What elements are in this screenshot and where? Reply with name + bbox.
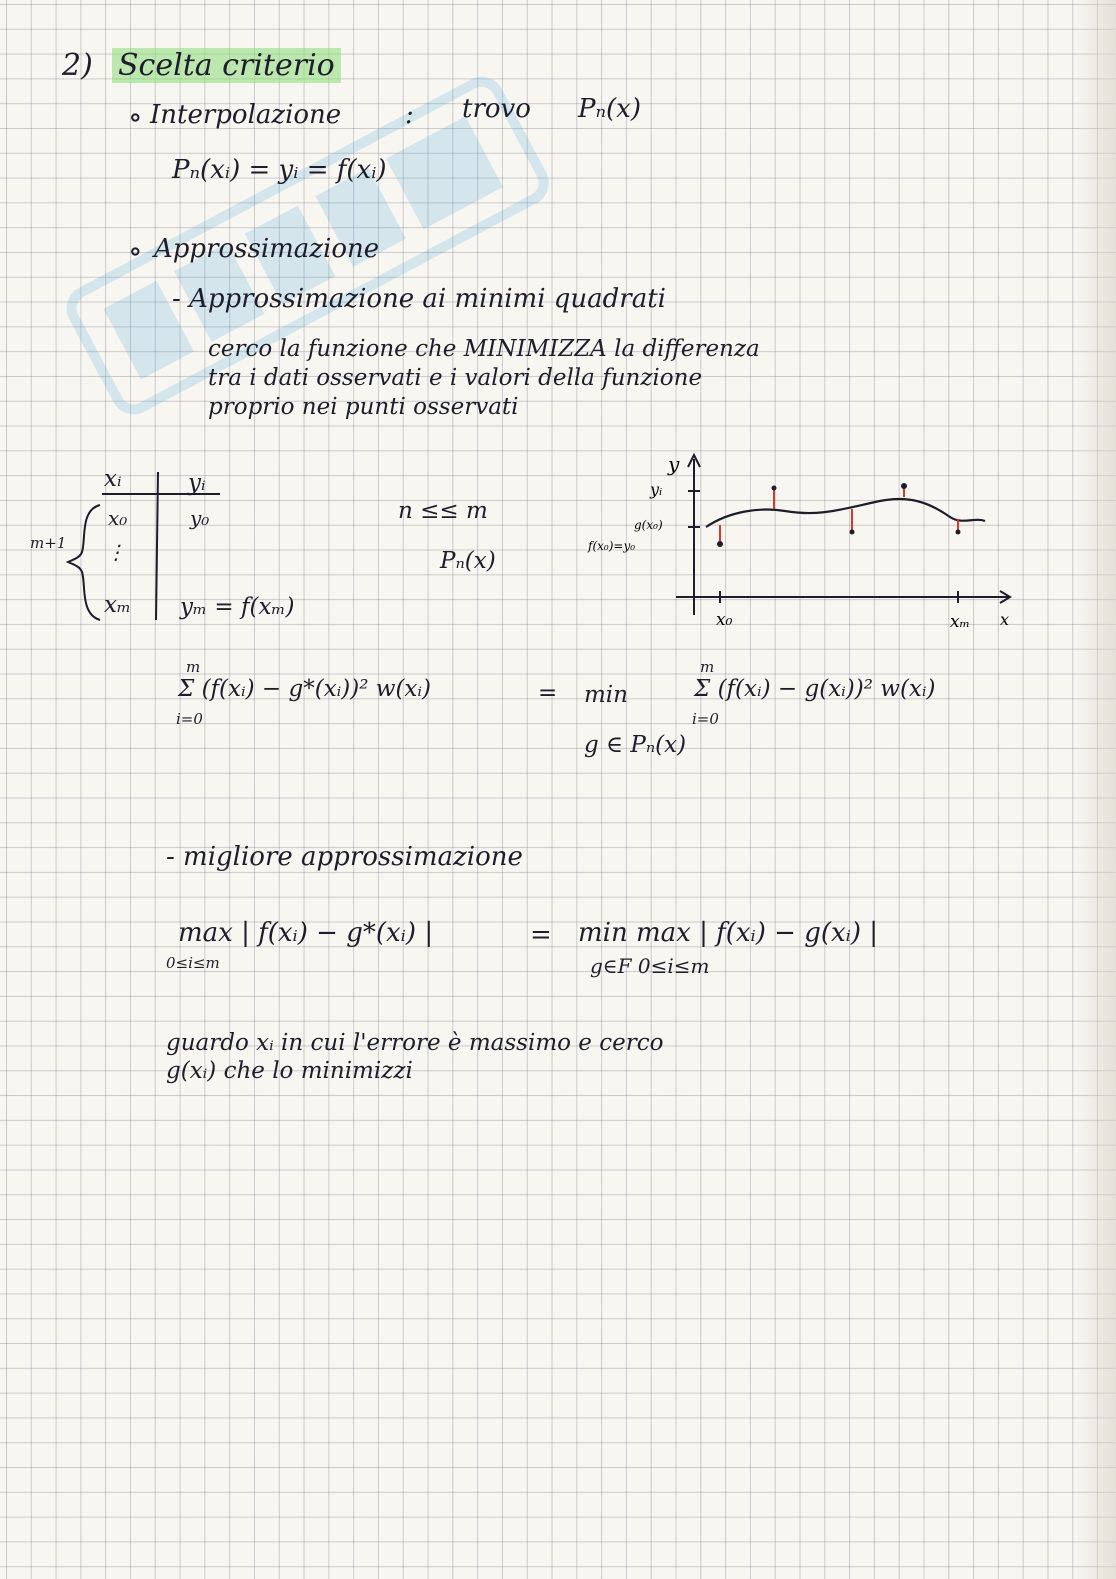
minimax-lhs-sub: 0≤i≤m bbox=[166, 954, 220, 972]
interp-find: trovo bbox=[462, 94, 531, 124]
data-point-4 bbox=[901, 483, 907, 489]
graph-x-axis-label: x bbox=[1000, 610, 1010, 629]
approx-sublabel-text: Approssimazione ai minimi quadrati bbox=[189, 284, 666, 314]
table-row-first-x: x₀ bbox=[108, 506, 128, 530]
graph-x0-label: x₀ bbox=[716, 610, 733, 630]
minimax-eq: = bbox=[530, 920, 552, 950]
table-row-last-x: xₘ bbox=[104, 592, 132, 618]
table-row-last-y: yₘ = f(xₘ) bbox=[180, 594, 295, 620]
degree-inequality: n ≤≤ m bbox=[398, 498, 488, 524]
section-title-text: Scelta criterio bbox=[112, 48, 341, 83]
ls-eq: = bbox=[538, 680, 558, 706]
approx-desc-line-2: tra i dati osservati e i valori della funzione bbox=[208, 365, 703, 391]
graph-y-axis-label: y bbox=[668, 452, 680, 476]
bullet-approx: ∘ bbox=[128, 234, 143, 269]
table-head-y: yᵢ bbox=[188, 470, 206, 496]
interp-poly: Pₙ(x) bbox=[578, 94, 641, 124]
table-row-first-y: y₀ bbox=[190, 506, 210, 530]
minimax-label: - migliore approssimazione bbox=[166, 842, 523, 872]
approx-curve bbox=[706, 499, 985, 527]
ls-lhs-bottom: i=0 bbox=[176, 710, 203, 728]
page-edge-shadow bbox=[1076, 0, 1116, 1579]
interp-label: Interpolazione bbox=[150, 100, 342, 130]
graph-fx0-label: f(x₀)=y₀ bbox=[588, 539, 636, 553]
graph-xm-label: xₘ bbox=[950, 612, 971, 632]
data-point-1 bbox=[717, 541, 723, 547]
interp-condition: Pₙ(xᵢ) = yᵢ = f(xᵢ) bbox=[172, 155, 387, 185]
minimax-rhs: min max | f(xᵢ) − g(xᵢ) | bbox=[578, 918, 879, 948]
section-number: 2) bbox=[62, 48, 93, 83]
graph-gx0-label: g(x₀) bbox=[634, 518, 663, 532]
middle-poly: Pₙ(x) bbox=[440, 548, 496, 574]
ls-lhs-top: m bbox=[186, 658, 201, 676]
table-head-x: xᵢ bbox=[104, 466, 122, 492]
approx-desc-line-3: proprio nei punti osservati bbox=[208, 394, 519, 420]
ls-min: min bbox=[584, 682, 628, 708]
ls-rhs: Σ (f(xᵢ) − g(xᵢ))² w(xᵢ) bbox=[694, 676, 936, 702]
data-point-3 bbox=[850, 530, 855, 535]
minimax-lhs: max | f(xᵢ) − g*(xᵢ) | bbox=[178, 918, 434, 948]
ls-rhs-bottom: i=0 bbox=[692, 710, 719, 728]
graph-yi-label: yᵢ bbox=[650, 480, 663, 499]
closing-line-2: g(xᵢ) che lo minimizzi bbox=[166, 1058, 413, 1084]
data-point-5 bbox=[956, 530, 961, 535]
ls-lhs: Σ (f(xᵢ) − g*(xᵢ))² w(xᵢ) bbox=[178, 676, 431, 702]
section-title bbox=[112, 48, 341, 83]
approx-desc-line-1: cerco la funzione che MINIMIZZA la differenza bbox=[208, 336, 760, 362]
ls-min-sub: g ∈ Pₙ(x) bbox=[584, 732, 687, 758]
table-row-dots: ⋮ bbox=[106, 540, 126, 564]
approx-label: Approssimazione bbox=[154, 234, 380, 264]
ls-rhs-top: m bbox=[700, 658, 715, 676]
closing-line-1: guardo xᵢ in cui l'errore è massimo e cerco bbox=[166, 1030, 664, 1056]
table-brace-label: m+1 bbox=[30, 534, 67, 552]
least-squares-sketch bbox=[580, 445, 1020, 635]
data-point-2 bbox=[772, 486, 777, 491]
approx-sublabel: - Approssimazione ai minimi quadrati bbox=[172, 284, 666, 314]
minimax-rhs-sub: g∈F 0≤i≤m bbox=[590, 954, 710, 978]
interp-colon: : bbox=[405, 100, 414, 130]
bullet-interp: ∘ bbox=[128, 100, 143, 135]
